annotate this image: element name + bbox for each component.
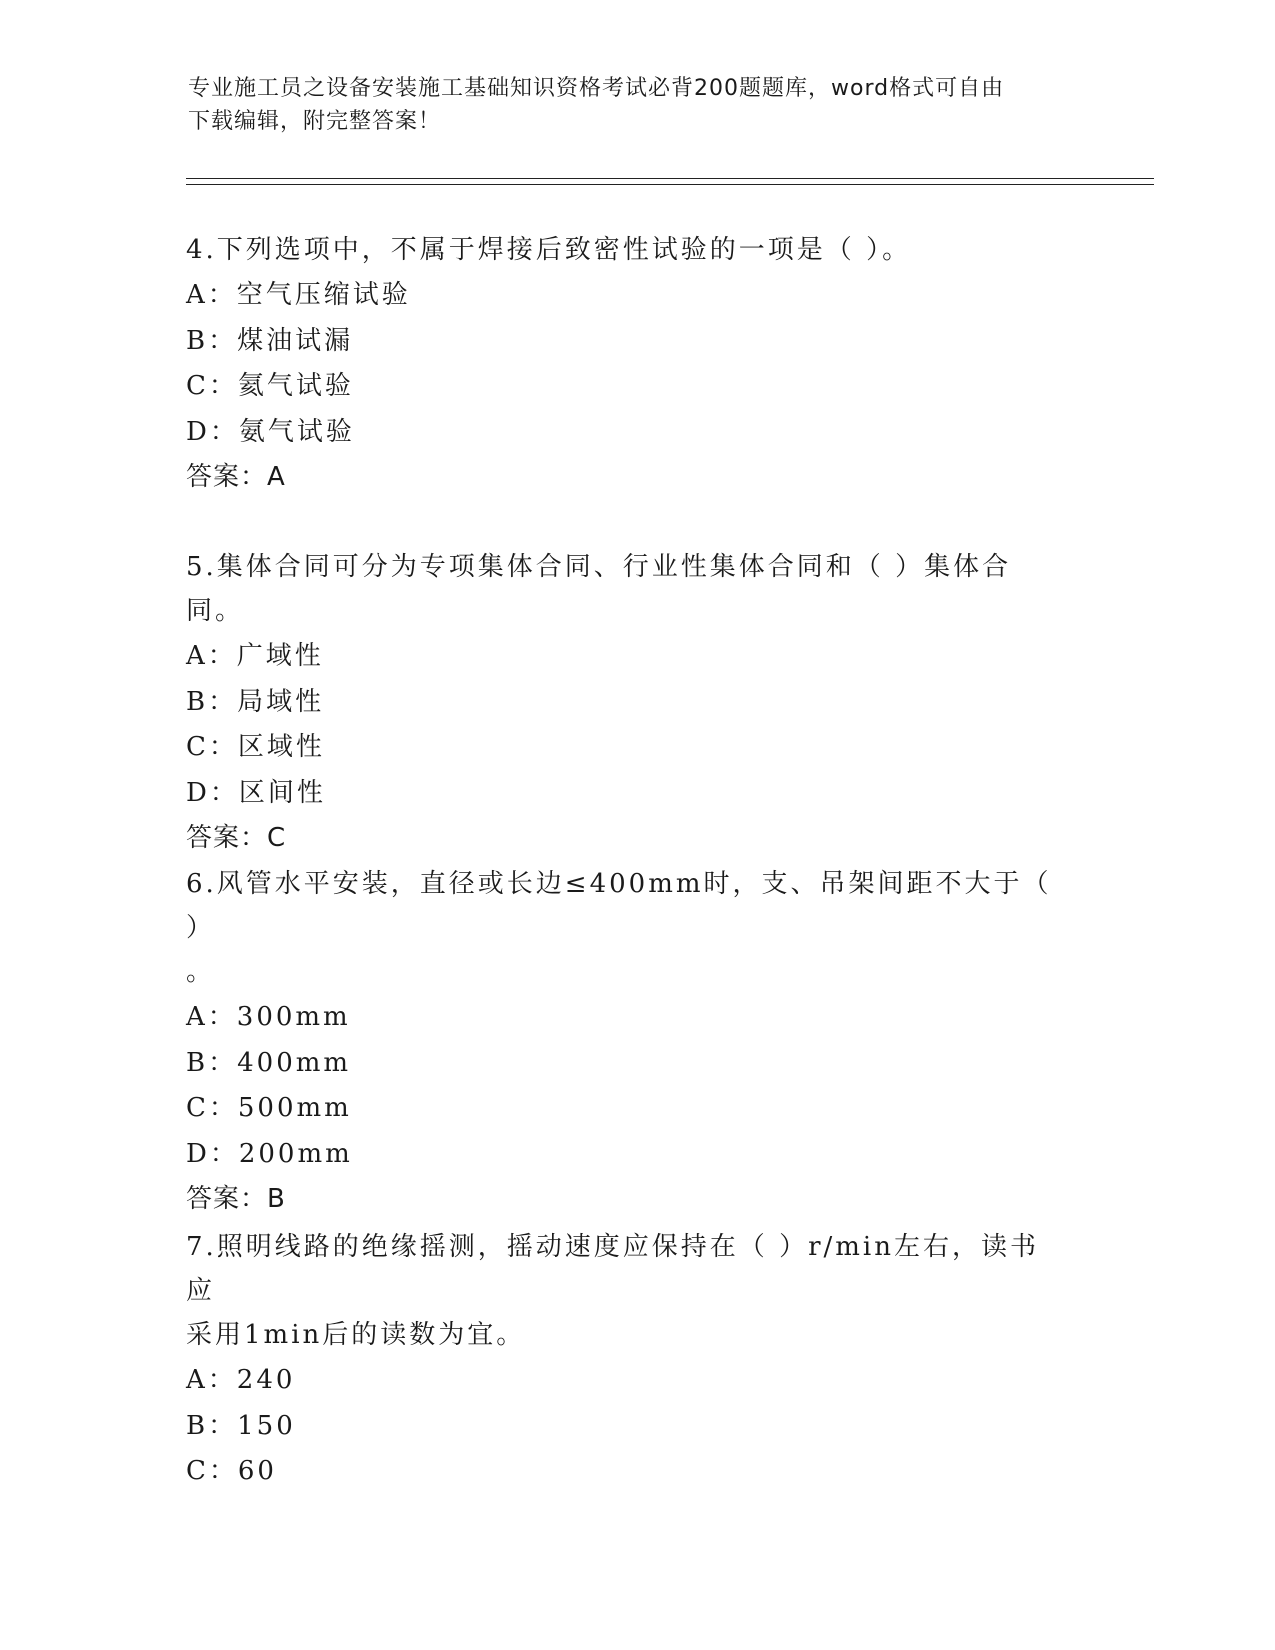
question-stem bbox=[186, 862, 1066, 994]
question-stem bbox=[186, 228, 1066, 272]
option-c: C：500mm bbox=[186, 1093, 352, 1123]
option-b: B：150 bbox=[186, 1410, 296, 1441]
option-a: A：空气压缩试验 bbox=[186, 280, 411, 310]
question-stem-line: 4.下列选项中，不属于焊接后致密性试验的一项是（ ）。 bbox=[186, 235, 912, 265]
option-b: B：400mm bbox=[186, 1047, 352, 1078]
answer: 答案：B bbox=[186, 1184, 286, 1214]
option-c: C：区域性 bbox=[186, 732, 325, 762]
question-stem-line: 采用1min后的读数为宜。 bbox=[186, 1320, 526, 1350]
question-7 bbox=[186, 1225, 1066, 1495]
header-divider-bottom bbox=[186, 184, 1154, 185]
option-b: B：煤油试漏 bbox=[186, 325, 354, 356]
question-stem bbox=[186, 545, 1066, 633]
question-stem-line: 。 bbox=[186, 957, 216, 987]
option-c: C：60 bbox=[186, 1456, 277, 1486]
option-a: A：广域性 bbox=[186, 641, 324, 671]
header-line-1: 专业施工员之设备安装施工基础知识资格考试必背200题题库，word格式可自由 bbox=[188, 76, 1005, 101]
option-d: D：区间性 bbox=[186, 777, 326, 808]
option-c: C：氦气试验 bbox=[186, 371, 354, 401]
question-6 bbox=[186, 862, 1066, 1222]
question-5 bbox=[186, 545, 1066, 861]
document-header bbox=[188, 72, 1068, 138]
option-a: A：240 bbox=[186, 1365, 296, 1395]
option-b: B：局域性 bbox=[186, 686, 325, 717]
question-stem bbox=[186, 1225, 1066, 1357]
answer: 答案：C bbox=[186, 823, 287, 853]
option-d: D：氨气试验 bbox=[186, 416, 355, 447]
question-stem-line: 5.集体合同可分为专项集体合同、行业性集体合同和（ ）集体合同。 bbox=[186, 552, 1012, 626]
header-line-2: 下载编辑，附完整答案！ bbox=[188, 109, 442, 134]
header-divider-top bbox=[186, 178, 1154, 179]
question-stem-line: 6.风管水平安装，直径或长边≤400mm时，支、吊架间距不大于（ ） bbox=[186, 869, 1052, 943]
question-4 bbox=[186, 228, 1066, 500]
answer: 答案：A bbox=[186, 462, 286, 492]
option-a: A：300mm bbox=[186, 1002, 351, 1032]
question-stem-line: 7.照明线路的绝缘摇测，摇动速度应保持在（ ）r/min左右，读书应 bbox=[186, 1232, 1039, 1306]
option-d: D：200mm bbox=[186, 1138, 353, 1169]
